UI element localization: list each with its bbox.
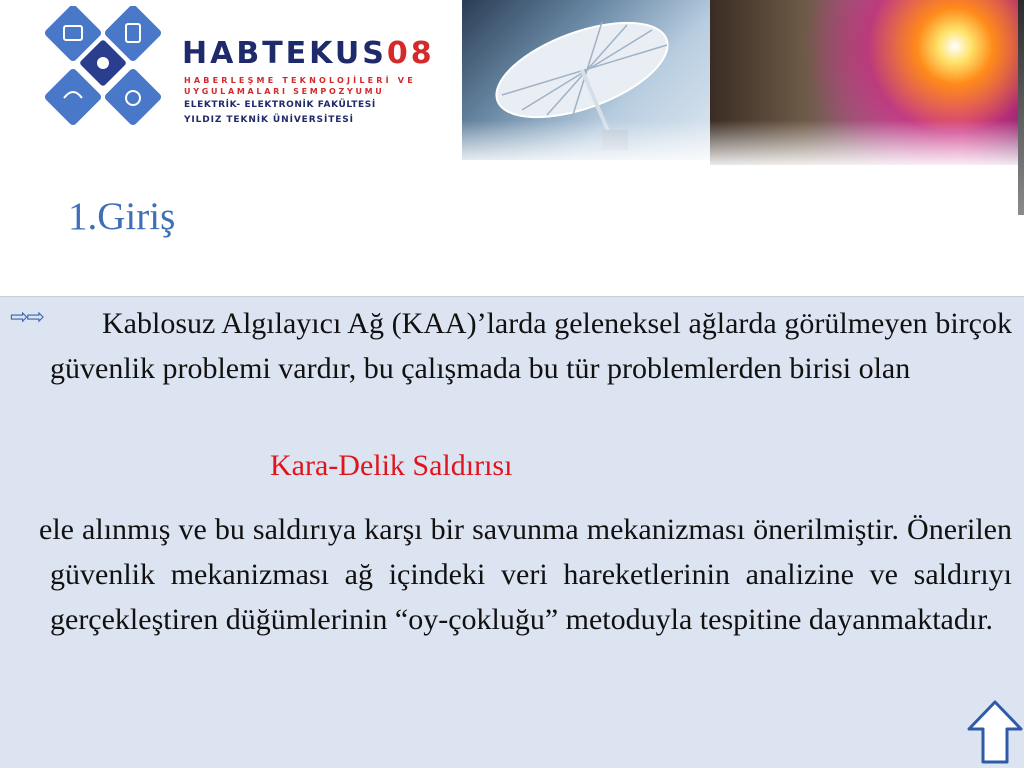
content-panel <box>0 297 1024 768</box>
header-banner <box>0 0 1024 297</box>
logo-line-4: YILDIZ TEKNİK ÜNİVERSİTESİ <box>184 115 354 125</box>
logo-title: HABTEKUS08 <box>182 36 435 71</box>
logo-line-3: ELEKTRİK- ELEKTRONİK FAKÜLTESİ <box>184 100 376 110</box>
paragraph-intro: Kablosuz Algılayıcı Ağ (KAA)’larda geleneksel ağlarda görülmeyen birçok güvenlik problemi vardır, bu çalışmada bu tür problemlerden birisi olan <box>50 307 1012 385</box>
logo-line-1: HABERLEŞME TEKNOLOJİLERİ VE <box>184 76 416 85</box>
symposium-logo-icon <box>28 6 178 130</box>
paragraph-body: ele alınmış ve bu saldırıya karşı bir savunma mekanizması önerilmiştir. Önerilen güvenlik mekanizması ağ içindeki veri hareketlerinin analizine ve saldırıyı gerçekleştiren düğümlerinin “oy-çokluğu” metoduyla tespitine dayanmaktadır. <box>39 513 1012 636</box>
slide-title: 1.Giriş <box>68 195 176 238</box>
up-arrow-icon[interactable] <box>966 699 1024 765</box>
photo-fade <box>462 120 1024 170</box>
double-outline-arrow-icon: ⇨⇨ <box>10 305 43 330</box>
symposium-logo-text <box>182 36 452 136</box>
banner-edge-bar <box>1018 0 1024 215</box>
logo-line-2: UYGULAMALARI SEMPOZYUMU <box>184 87 385 96</box>
highlight-term: Kara-Delik Saldırısı <box>270 449 513 482</box>
